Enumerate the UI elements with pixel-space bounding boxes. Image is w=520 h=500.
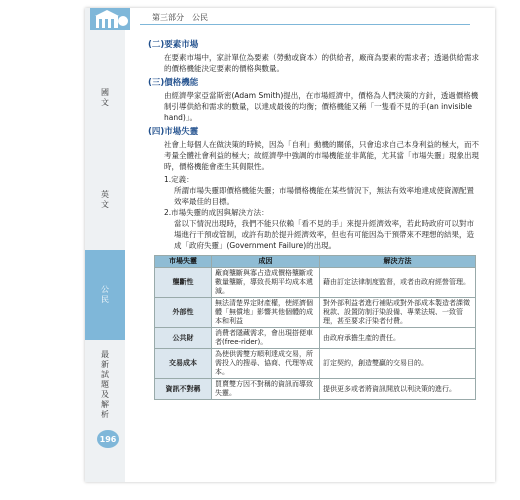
tab-english[interactable]: 英文 — [100, 190, 110, 210]
main-content — [140, 36, 480, 400]
table-cell: 公共財 — [155, 328, 212, 349]
table-cell: 為使供需雙方順利達成交易，所需投入的搜尋、協商、代理等成本。 — [212, 349, 320, 379]
part-title: 第三部分 公民 — [152, 13, 208, 22]
table-cell: 提供更多或者將資訊開放以利決策的進行。 — [319, 379, 475, 400]
table-cell: 外部性 — [155, 298, 212, 328]
sub-paragraph: 當以下情況出現時，我們不能只依賴「看不見的手」來提升經濟效率，若此時政府可以對市場進行干預或管制，或許有助於提升經濟效率，但也有可能因為干預帶來不理想的結果，造成「政府失靈」(Government Failure)的出現。 — [174, 219, 474, 250]
table-cell: 訂定契約，創造雙贏的交易目的。 — [319, 349, 475, 379]
sub-heading: 1.定義： — [164, 175, 194, 184]
tab-civics[interactable]: 公民 — [85, 250, 125, 340]
table-row — [155, 349, 476, 379]
section-title: (四)市場失靈 — [148, 127, 199, 137]
paragraph: 在要素市場中，家計單位為要素（勞動或資本）的供給者，廠商為要素的需求者；透過供給需求的價格機能決定要素的價格與數量。 — [164, 53, 479, 73]
table-row — [155, 379, 476, 400]
table-row — [155, 298, 476, 328]
section-title: (二)要素市場 — [148, 40, 199, 50]
table-cell: 資訊不對稱 — [155, 379, 212, 400]
paragraph: 社會上每個人在做決策的時候，因為「自利」動機的關係，只會追求自己本身利益的極大，而不考量全體社會利益的極大；故經濟學中強調的市場機能並非萬能，尤其當「市場失靈」現象出現時，價格機能會產生其侷限性。 — [164, 140, 479, 171]
table-cell: 交易成本 — [155, 349, 212, 379]
tab-chinese[interactable]: 國文 — [100, 87, 110, 108]
page-number: 196 — [97, 430, 119, 448]
table-cell: 消費者隱藏需求，會出現搭便車者(free-rider)。 — [212, 328, 320, 349]
sub-heading: 2.市場失靈的成因與解決方法： — [164, 208, 269, 217]
table-row — [155, 328, 476, 349]
table-cell: 無法清楚界定財產權，使經濟個體「無償地」影響其他個體的成本和利益 — [212, 298, 320, 328]
sub-paragraph: 所謂市場失靈即價格機能失靈；市場價格機能在某些情況下，無法有效率地達成使資源配置效率最佳的目標。 — [174, 186, 474, 206]
table-cell: 由政府承擔生產的責任。 — [319, 328, 475, 349]
table-cell: 對外部利益者進行補貼或對外部成本製造者課徵稅款、設置防制汙染設備、專業法規、一致管理，甚至要求汙染者付費。 — [319, 298, 475, 328]
section-title: (三)價格機能 — [148, 78, 199, 88]
paragraph: 由經濟學家亞當斯密(Adam Smith)提出，在市場經濟中，價格為人們決策的方針，透過價格機制引導供給和需求的數量，以達成最後的均衡；價格機能又稱「一隻看不見的手(an invisible hand)」。 — [164, 91, 479, 122]
table-header: 成因 — [212, 256, 320, 268]
table-cell: 壟斷性 — [155, 268, 212, 298]
table-cell: 廠商壟斷與寡占造成價格壟斷或數量壟斷，導致長期平均成本遞減。 — [212, 268, 320, 298]
market-failure-table — [154, 255, 476, 400]
table-cell: 買賣雙方因不對稱的資訊而導致失靈。 — [212, 379, 320, 400]
table-header: 解決方法 — [319, 256, 475, 268]
header-divider — [140, 24, 470, 25]
table-header: 市場失靈 — [155, 256, 212, 268]
tab-exams[interactable]: 最新試題及解析 — [100, 350, 110, 420]
table-row — [155, 268, 476, 298]
table-cell: 藉由訂定法律制度監督，或者由政府經營管理。 — [319, 268, 475, 298]
building-logo-icon — [90, 8, 130, 30]
